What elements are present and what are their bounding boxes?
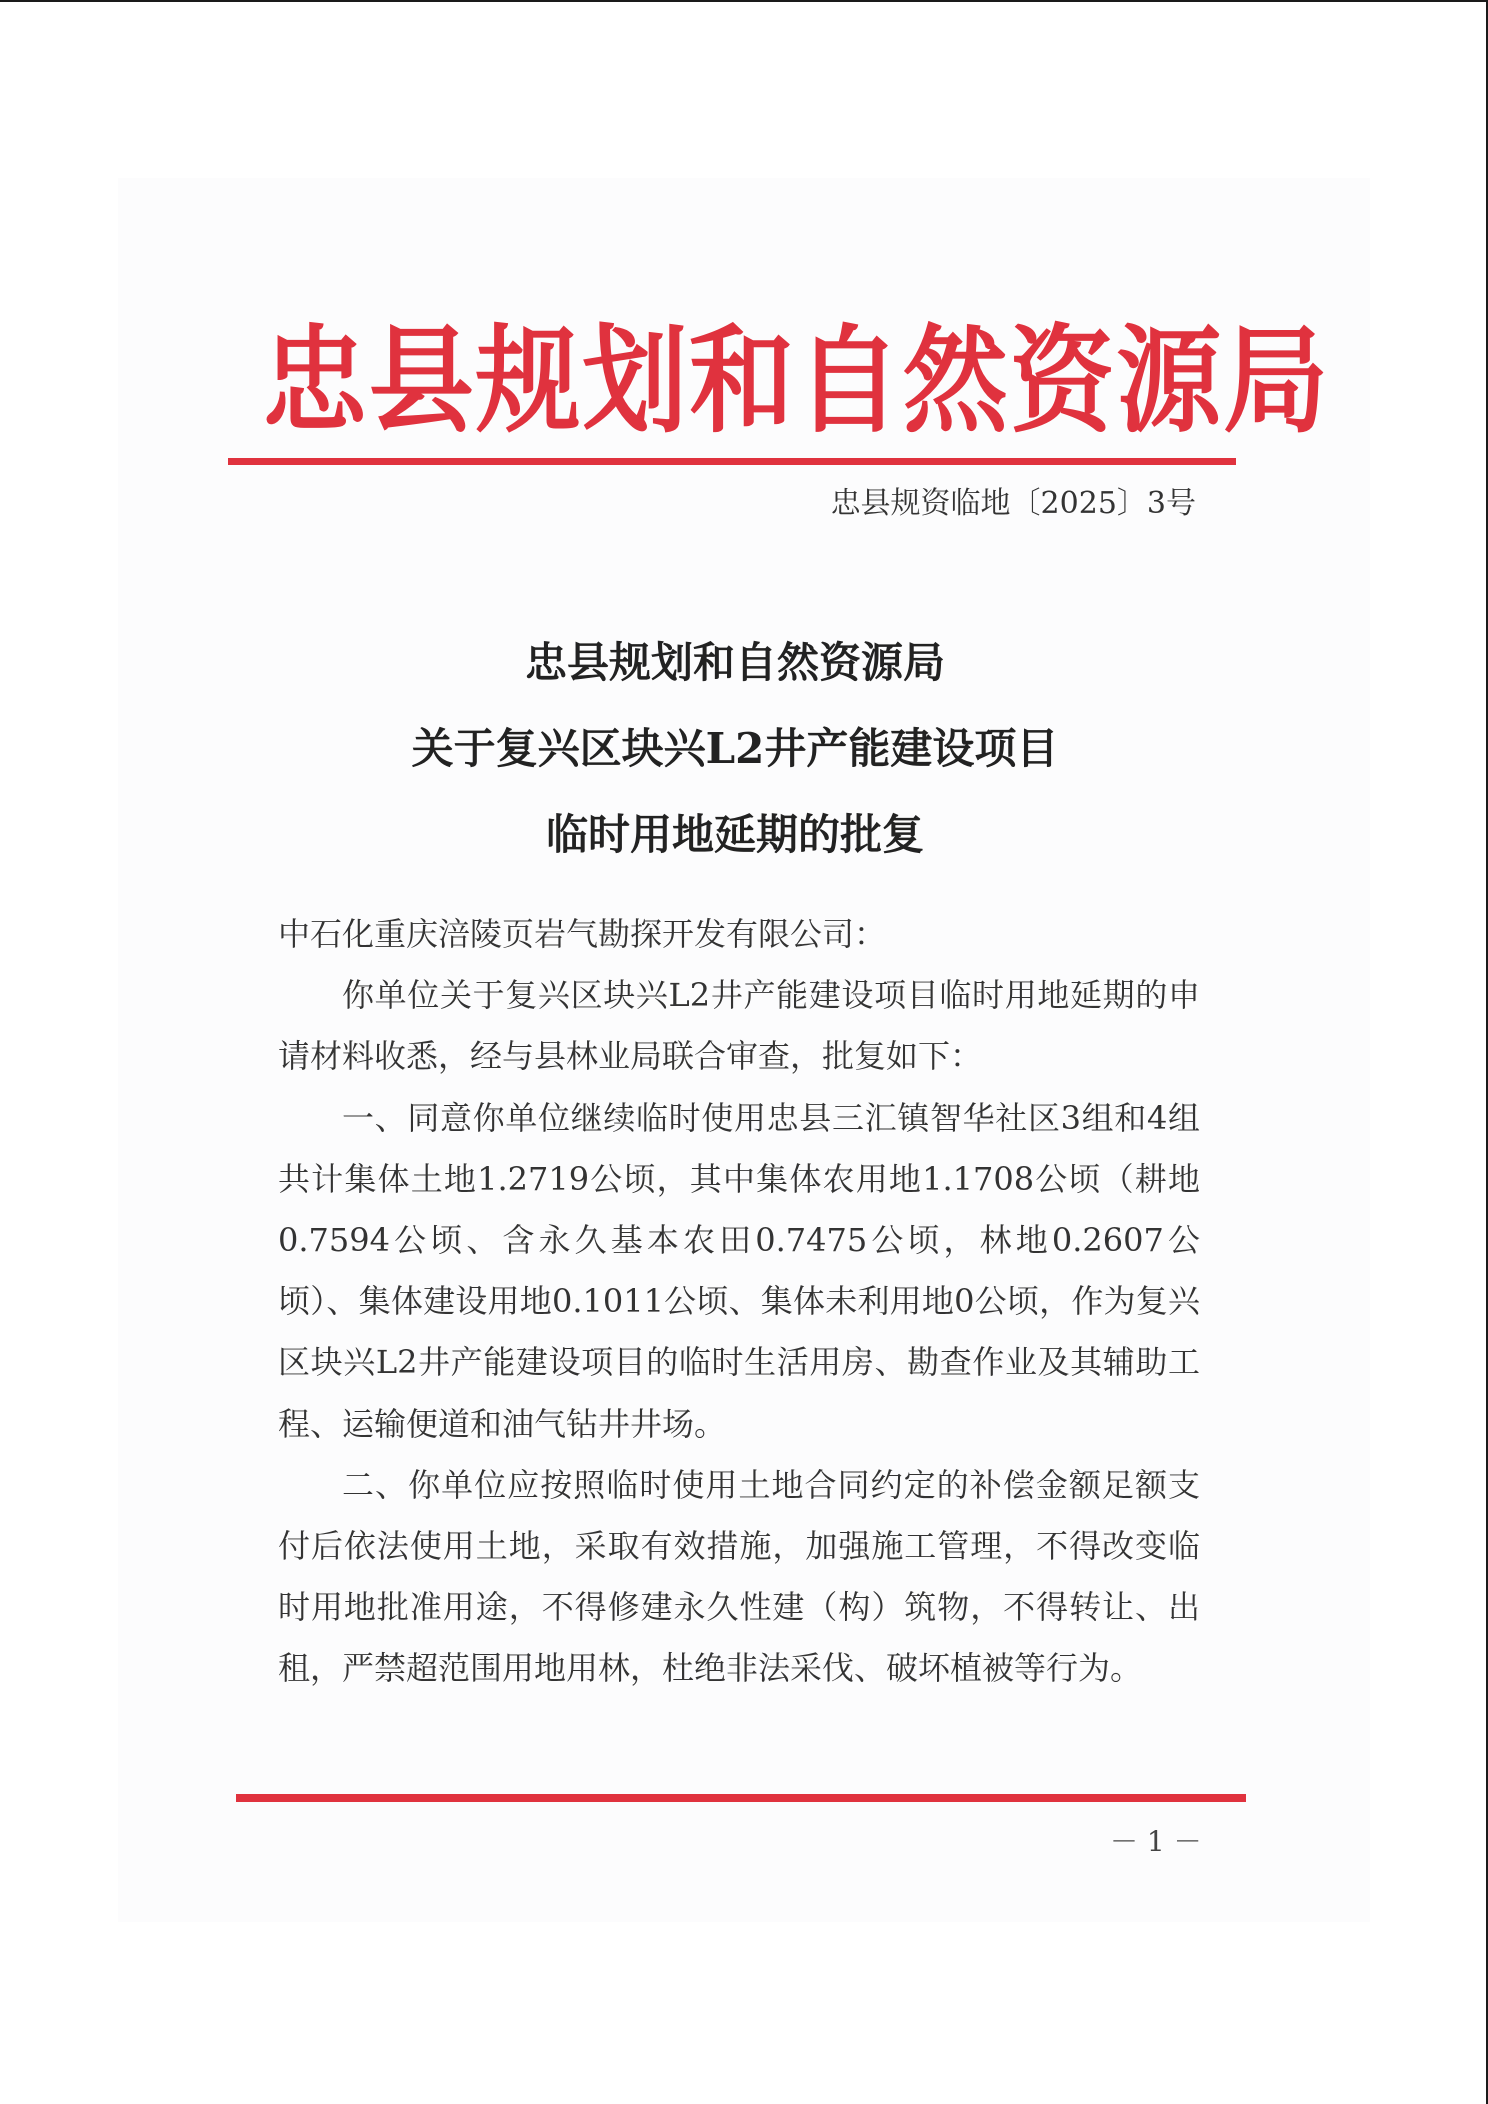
red-footer-rule	[236, 1794, 1246, 1802]
red-header-rule	[228, 458, 1236, 465]
title-line-2: 关于复兴区块兴L2井产能建设项目	[411, 724, 1059, 773]
title-line-3: 临时用地延期的批复	[545, 810, 924, 859]
document-number: 忠县规资临地〔2025〕3号	[830, 486, 1196, 521]
body-paragraph: 一、同意你单位继续临时使用忠县三汇镇智华社区3组和4组共计集体土地1.2719公顷，其中集体农用地1.1708公顷（耕地0.7594公顷、含永久基本农田0.7475公顷，林地0.2607公顷）、集体建设用地0.1011公顷、集体未利用地0公顷，作为复兴区块兴L2井产能建设项目的临时生活用房、勘查作业及其辅助工程、运输便道和油气钻井井场。	[278, 1098, 1200, 1443]
agency-header: 忠县规划和自然资源局	[262, 313, 1330, 449]
document-title	[240, 620, 1230, 878]
title-line-1: 忠县规划和自然资源局	[524, 638, 945, 687]
body-paragraph: 你单位关于复兴区块兴L2井产能建设项目临时用地延期的申请材料收悉，经与县林业局联合审查，批复如下：	[278, 976, 1200, 1076]
scan-border-top	[0, 0, 1488, 2]
document-body	[278, 904, 1200, 1700]
addressee: 中石化重庆涪陵页岩气勘探开发有限公司：	[278, 915, 887, 953]
page-number: － 1 －	[1110, 1825, 1202, 1858]
body-paragraph: 二、你单位应按照临时使用土地合同约定的补偿金额足额支付后依法使用土地，采取有效措施，加强施工管理，不得改变临时用地批准用途，不得修建永久性建（构）筑物，不得转让、出租，严禁超范围用地用林，杜绝非法采伐、破坏植被等行为。	[278, 1465, 1200, 1688]
